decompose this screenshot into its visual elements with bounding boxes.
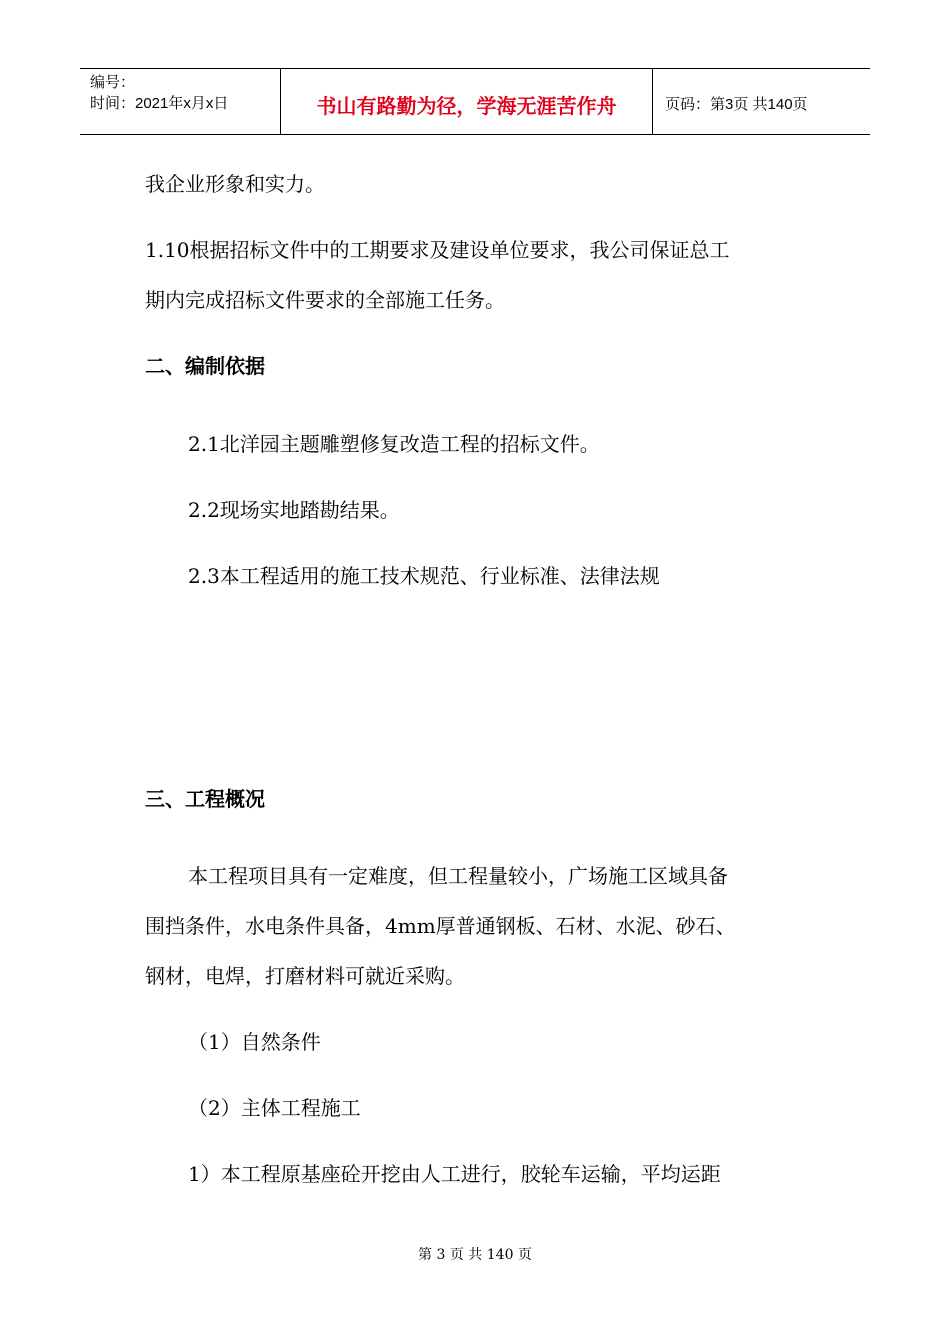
section-heading: 二、编制依据 bbox=[145, 354, 265, 378]
header-motto: 书山有路勤为径，学海无涯苦作舟 bbox=[281, 69, 653, 134]
body-line: 钢材，电焊，打磨材料可就近采购。 bbox=[145, 964, 465, 988]
header-page-info: 页码：第3页 共140页 bbox=[665, 96, 808, 113]
list-item: 2.3本工程适用的施工技术规范、行业标准、法律法规 bbox=[188, 564, 660, 588]
body-line: 本工程项目具有一定难度，但工程量较小，广场施工区域具备 bbox=[188, 864, 728, 888]
page-header bbox=[80, 68, 870, 135]
body-line: 我企业形象和实力。 bbox=[145, 172, 325, 196]
list-item: 2.1北洋园主题雕塑修复改造工程的招标文件。 bbox=[188, 432, 600, 456]
sub-heading: （2）主体工程施工 bbox=[188, 1096, 361, 1120]
section-heading: 三、工程概况 bbox=[145, 787, 265, 811]
sub-heading: （1）自然条件 bbox=[188, 1030, 321, 1054]
body-line: 期内完成招标文件要求的全部施工任务。 bbox=[145, 288, 505, 312]
header-meta bbox=[80, 69, 281, 134]
page-footer: 第 3 页 共 140 页 bbox=[418, 1247, 532, 1263]
list-item: 2.2现场实地踏勘结果。 bbox=[188, 498, 400, 522]
date-label: 时间：2021年x月x日 bbox=[90, 95, 229, 112]
body-line: 围挡条件，水电条件具备，4mm厚普通钢板、石材、水泥、砂石、 bbox=[145, 914, 736, 938]
list-item: 1）本工程原基座砼开挖由人工进行，胶轮车运输，平均运距 bbox=[188, 1162, 721, 1186]
serial-number-label: 编号： bbox=[90, 74, 136, 91]
body-line: 1.10根据招标文件中的工期要求及建设单位要求，我公司保证总工 bbox=[145, 238, 730, 262]
